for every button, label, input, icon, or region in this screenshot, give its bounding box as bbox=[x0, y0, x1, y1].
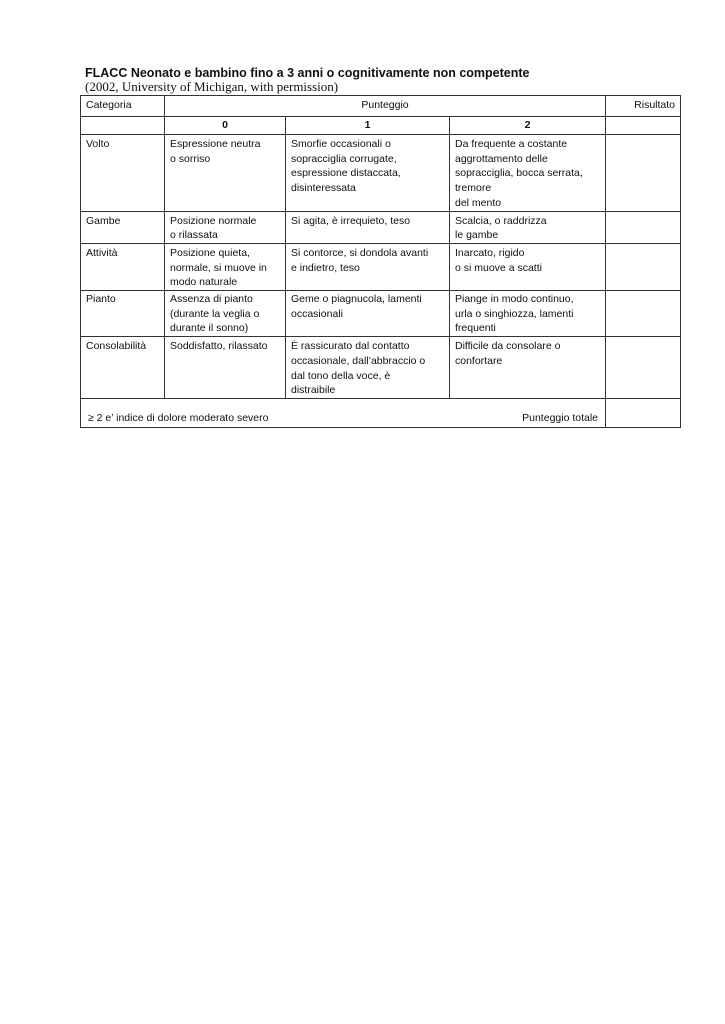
header-result: Risultato bbox=[606, 96, 681, 117]
score0-cell bbox=[165, 291, 286, 337]
empty-cell bbox=[81, 117, 165, 135]
cell-line: (durante la veglia o bbox=[170, 307, 260, 320]
cell-line: sopracciglia, bocca serrata, bbox=[455, 167, 583, 180]
cell-line: disinteressata bbox=[291, 182, 356, 195]
result-cell[interactable] bbox=[606, 135, 681, 212]
score0-cell bbox=[165, 337, 286, 399]
cell-line: aggrottamento delle bbox=[455, 152, 548, 165]
cell-line: o rilassata bbox=[170, 229, 218, 242]
score0-cell bbox=[165, 211, 286, 243]
result-cell[interactable] bbox=[606, 243, 681, 290]
cell-line: le gambe bbox=[455, 229, 499, 242]
pain-threshold-note: ≥ 2 e’ indice di dolore moderato severo bbox=[88, 412, 269, 425]
score2-cell bbox=[450, 337, 606, 399]
cell-line: Smorfie occasionali o bbox=[291, 138, 391, 150]
table-footer-row bbox=[81, 398, 681, 427]
score2-cell bbox=[450, 291, 606, 337]
score-column-1: 1 bbox=[286, 117, 450, 135]
cell-line: e indietro, teso bbox=[291, 261, 360, 274]
category-cell: Volto bbox=[81, 135, 165, 212]
cell-line: tremore bbox=[455, 182, 492, 195]
table-row bbox=[81, 291, 681, 337]
table-row bbox=[81, 211, 681, 243]
score1-cell bbox=[286, 291, 450, 337]
cell-line: normale, si muove in bbox=[170, 261, 267, 274]
header-score: Punteggio bbox=[165, 96, 606, 117]
cell-line: Si agita, è irrequieto, teso bbox=[291, 214, 411, 227]
total-score-label: Punteggio totale bbox=[522, 412, 599, 425]
category-cell: Gambe bbox=[81, 211, 165, 243]
result-cell[interactable] bbox=[606, 211, 681, 243]
category-cell: Attività bbox=[81, 243, 165, 290]
cell-line: durante il sonno) bbox=[170, 322, 249, 335]
table-row bbox=[81, 135, 681, 212]
score1-cell bbox=[286, 337, 450, 399]
cell-line: o si muove a scatti bbox=[455, 261, 542, 274]
cell-line: Assenza di pianto bbox=[170, 293, 253, 306]
table-row bbox=[81, 337, 681, 399]
category-cell: Consolabilità bbox=[81, 337, 165, 399]
cell-line: Da frequente a costante bbox=[455, 138, 568, 150]
cell-line: Posizione quieta, bbox=[170, 246, 250, 259]
empty-cell bbox=[606, 117, 681, 135]
total-score-cell[interactable] bbox=[606, 398, 681, 427]
score-column-0: 0 bbox=[165, 117, 286, 135]
cell-line: Geme o piagnucola, lamenti bbox=[291, 293, 422, 306]
table-row bbox=[81, 243, 681, 290]
cell-line: dal tono della voce, è bbox=[291, 369, 391, 382]
footer-cell bbox=[81, 398, 606, 427]
score-column-2: 2 bbox=[450, 117, 606, 135]
cell-line: confortare bbox=[455, 354, 503, 367]
cell-line: frequenti bbox=[455, 322, 496, 335]
score-values-row bbox=[81, 117, 681, 135]
cell-line: Difficile da consolare o bbox=[455, 340, 561, 353]
cell-line: urla o singhiozza, lamenti bbox=[455, 307, 574, 320]
score1-cell bbox=[286, 135, 450, 212]
score2-cell bbox=[450, 211, 606, 243]
page-subtitle: (2002, University of Michigan, with permission) bbox=[85, 79, 339, 94]
cell-line: Posizione normale bbox=[170, 214, 257, 227]
cell-line: modo naturale bbox=[170, 276, 238, 289]
score1-cell bbox=[286, 211, 450, 243]
page-title: FLACC Neonato e bambino fino a 3 anni o cognitivamente non competente bbox=[85, 66, 530, 80]
cell-line: Scalcia, o raddrizza bbox=[455, 214, 547, 227]
cell-line: È rassicurato dal contatto bbox=[291, 340, 410, 353]
flacc-table bbox=[80, 95, 681, 428]
result-cell[interactable] bbox=[606, 291, 681, 337]
cell-line: del mento bbox=[455, 196, 502, 209]
table-header-row bbox=[81, 96, 681, 117]
header-category: Categoria bbox=[81, 96, 165, 117]
cell-line: Soddisfatto, rilassato bbox=[170, 340, 268, 353]
score2-cell bbox=[450, 243, 606, 290]
cell-line: o sorriso bbox=[170, 152, 211, 165]
score2-cell bbox=[450, 135, 606, 212]
cell-line: occasionali bbox=[291, 307, 343, 320]
cell-line: Espressione neutra bbox=[170, 138, 261, 150]
cell-line: espressione distaccata, bbox=[291, 167, 401, 180]
category-cell: Pianto bbox=[81, 291, 165, 337]
cell-line: Inarcato, rigido bbox=[455, 246, 525, 259]
cell-line: occasionale, dall’abbraccio o bbox=[291, 354, 426, 367]
cell-line: sopracciglia corrugate, bbox=[291, 152, 397, 165]
cell-line: Piange in modo continuo, bbox=[455, 293, 574, 306]
result-cell[interactable] bbox=[606, 337, 681, 399]
score0-cell bbox=[165, 243, 286, 290]
cell-line: distraibile bbox=[291, 384, 336, 397]
score1-cell bbox=[286, 243, 450, 290]
score0-cell bbox=[165, 135, 286, 212]
cell-line: Si contorce, si dondola avanti bbox=[291, 246, 429, 259]
